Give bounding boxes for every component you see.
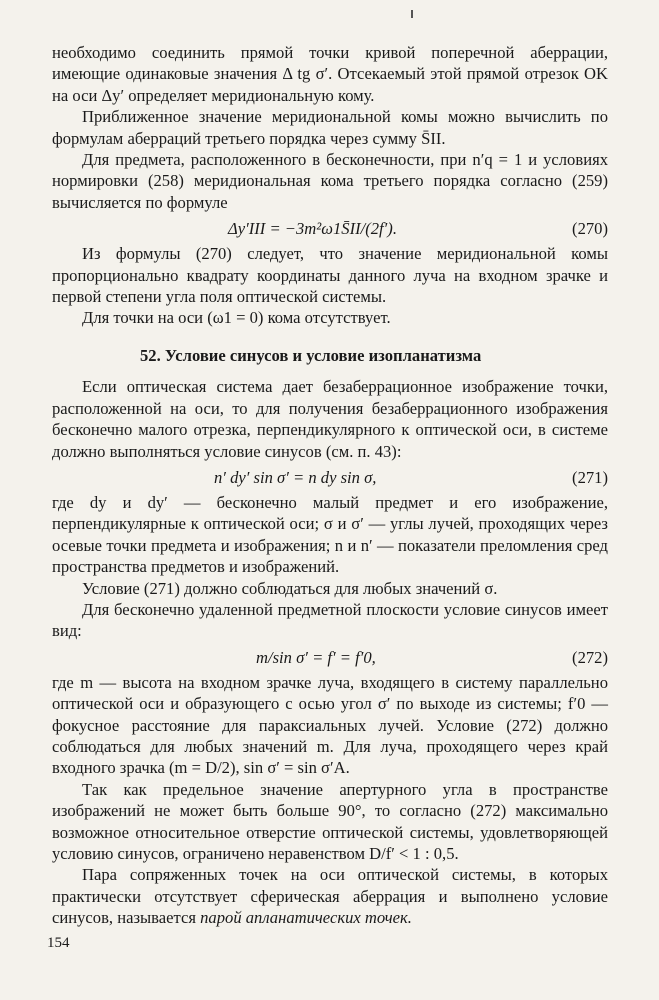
formula-271-expression: n′ dy′ sin σ′ = n dy sin σ,: [214, 467, 377, 487]
paragraph-11: Так как предельное значение апертурного угла в пространстве изображений не может быть больше 90°, то согласно (272) максимально возможное относительное отверстие оптической системы, удовлетворяющей условию синусов, ограничено неравенством D/f′ < 1 : 0,5.: [52, 779, 608, 863]
print-mark: [411, 10, 413, 18]
paragraph-2: Приближенное значение меридиональной комы можно вычислить по формулам аберраций третьего порядка через сумму S̄II.: [52, 107, 608, 148]
page-number: 154: [47, 935, 70, 951]
paragraph-10: где m — высота на входном зрачке луча, входящего в систему параллельно оптической оси и образующего с осью угол σ′ по выходе из системы; f′0 — фокусное расстояние для параксиальных лучей. Условие (272) должно соблюдаться для любых значений m. Для луча, проходящего через край входного зрачка (m = D/2), sin σ′ = sin σ′A.: [52, 672, 608, 778]
paragraph-8: Условие (271) должно соблюдаться для любых значений σ.: [82, 578, 498, 598]
paragraph-7: где dy и dy′ — бесконечно малый предмет и его изображение, перпендикулярные к оптической оси; σ и σ′ — углы лучей, проходящих через осевые точки предмета и изображения; n и n′ — показатели преломления сред пространства предметов и изображений.: [52, 492, 608, 577]
formula-270: [52, 218, 608, 241]
paragraph-6: Если оптическая система дает безаберрационное изображение точки, расположенной на оси, то для получения безаберрационного изображения бесконечно малого отрезка, перпендикулярного к оптической оси, в системе должно выполняться условие синусов (см. п. 43):: [52, 377, 608, 461]
formula-270-expression: Δy′III = −3m²ω1S̄II/(2f′).: [228, 219, 397, 239]
formula-272-expression: m/sin σ′ = f′ = f′0,: [256, 647, 376, 667]
formula-272-number: (272): [572, 647, 608, 667]
paragraph-12: [52, 864, 608, 928]
paragraph-9: Для бесконечно удаленной предметной плоскости условие синусов имеет вид:: [52, 599, 608, 641]
term-aplanatic-points: парой апланатических точек.: [200, 908, 412, 928]
page-body: [52, 42, 608, 929]
formula-270-number: (270): [572, 219, 608, 239]
formula-271-number: (271): [572, 467, 608, 487]
paragraph-3: Для предмета, расположенного в бесконечности, при n′q = 1 и условиях нормировки (258) меридиональная кома третьего порядка согласно (259) вычисляется по формуле: [52, 150, 608, 212]
formula-272: [52, 647, 608, 670]
paragraph-12-text: Пара сопряженных точек на оси оптической системы, в которых практически отсутствует сферическая аберрация и выполнено условие синусов, называется: [52, 865, 608, 928]
paragraph-1: необходимо соединить прямой точки кривой поперечной аберрации, имеющие одинаковые значения Δ tg σ′. Отсекаемый этой прямой отрезок OK на оси Δy′ определяет меридиональную кому.: [52, 43, 608, 105]
paragraph-5: Для точки на оси (ω1 = 0) кома отсутствует.: [82, 308, 391, 328]
formula-271: [52, 467, 608, 490]
paragraph-4: Из формулы (270) следует, что значение меридиональной комы пропорционально квадрату координаты данного луча на входном зрачке и первой степени угла поля оптической системы.: [52, 244, 608, 307]
section-heading: 52. Условие синусов и условие изопланатизма: [140, 345, 482, 365]
